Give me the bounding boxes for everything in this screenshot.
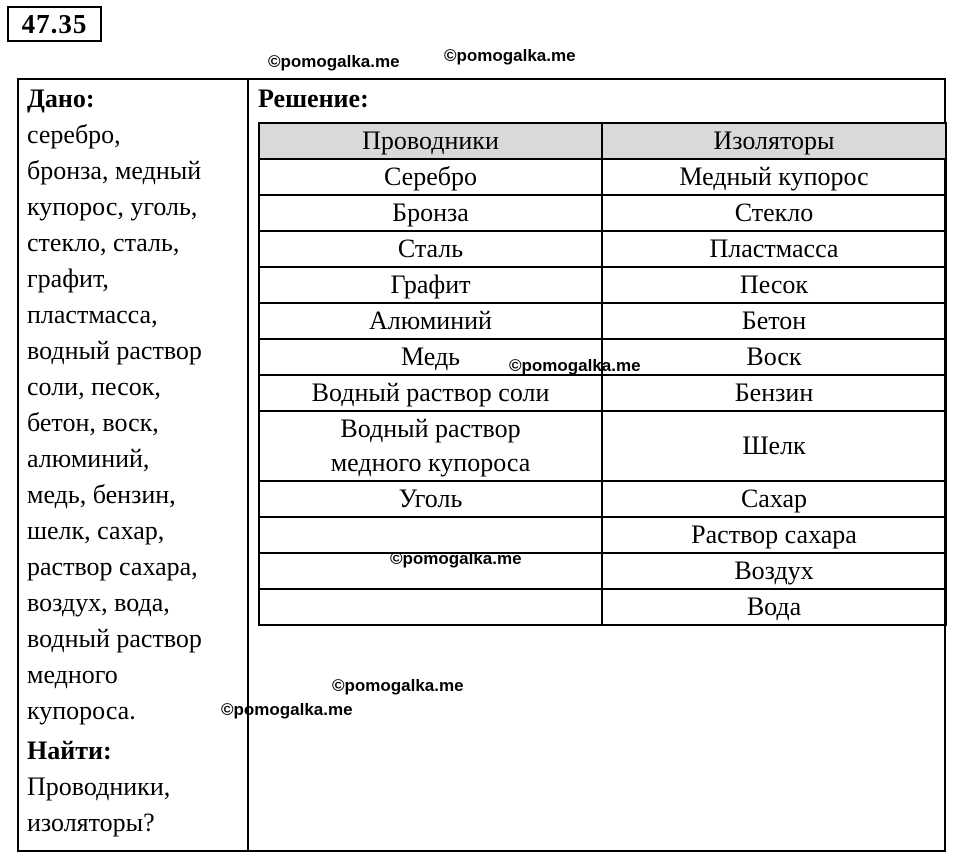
watermark: ©pomogalka.me	[221, 700, 353, 719]
table-row	[259, 375, 946, 411]
insulator-cell: Вода	[602, 589, 946, 625]
given-line: алюминий,	[27, 444, 150, 473]
given-line: медь, бензин,	[27, 480, 176, 509]
conductor-cell: Алюминий	[259, 303, 602, 339]
conductor-cell	[259, 589, 602, 625]
conductor-cell: Медь	[259, 339, 602, 375]
table-header-row	[259, 123, 946, 159]
header-conductors: Проводники	[259, 123, 602, 159]
insulator-cell: Стекло	[602, 195, 946, 231]
watermark: ©pomogalka.me	[268, 52, 400, 71]
table-row	[259, 159, 946, 195]
given-line: графит,	[27, 264, 109, 293]
cell-line: медного купороса	[330, 448, 531, 477]
given-line: раствор сахара,	[27, 552, 198, 581]
given-text	[27, 117, 245, 729]
table-row	[259, 589, 946, 625]
given-line: серебро,	[27, 120, 121, 149]
watermark: ©pomogalka.me	[509, 356, 641, 375]
table-row	[259, 411, 946, 481]
given-line: пластмасса,	[27, 300, 158, 329]
find-text	[27, 769, 245, 841]
column-divider	[247, 78, 249, 852]
table-row	[259, 267, 946, 303]
given-line: медного	[27, 660, 118, 689]
conductor-cell: Водный раствор соли	[259, 375, 602, 411]
conductor-cell	[259, 411, 602, 481]
given-header: Дано:	[27, 84, 95, 113]
insulator-cell: Раствор сахара	[602, 517, 946, 553]
cell-line: Водный раствор	[340, 414, 521, 443]
table-row	[259, 481, 946, 517]
conductor-cell: Графит	[259, 267, 602, 303]
insulator-cell: Бензин	[602, 375, 946, 411]
conductor-cell	[259, 517, 602, 553]
find-line: изоляторы?	[27, 808, 155, 837]
table-row	[259, 553, 946, 589]
given-line: водный раствор	[27, 336, 202, 365]
conductor-cell: Серебро	[259, 159, 602, 195]
conductor-cell: Сталь	[259, 231, 602, 267]
table-row	[259, 303, 946, 339]
given-line: купорос, уголь,	[27, 192, 198, 221]
given-line: воздух, вода,	[27, 588, 170, 617]
task-number-box	[7, 6, 102, 42]
table-row	[259, 517, 946, 553]
conductor-cell: Уголь	[259, 481, 602, 517]
task-number: 47.35	[21, 8, 88, 39]
table-row	[259, 195, 946, 231]
conductor-cell: Бронза	[259, 195, 602, 231]
given-line: шелк, сахар,	[27, 516, 165, 545]
given-line: стекло, сталь,	[27, 228, 180, 257]
find-line: Проводники,	[27, 772, 171, 801]
watermark: ©pomogalka.me	[332, 676, 464, 695]
insulator-cell: Бетон	[602, 303, 946, 339]
given-line: соли, песок,	[27, 372, 161, 401]
insulator-cell: Воск	[602, 339, 946, 375]
insulator-cell: Воздух	[602, 553, 946, 589]
given-line: купороса.	[27, 696, 136, 725]
insulator-cell: Сахар	[602, 481, 946, 517]
watermark: ©pomogalka.me	[390, 549, 522, 568]
given-column	[27, 81, 245, 841]
header-insulators: Изоляторы	[602, 123, 946, 159]
watermark: ©pomogalka.me	[444, 46, 576, 65]
given-line: водный раствор	[27, 624, 202, 653]
table-row	[259, 231, 946, 267]
insulator-cell: Медный купорос	[602, 159, 946, 195]
solution-title: Решение:	[258, 84, 369, 113]
insulator-cell: Шелк	[602, 411, 946, 481]
insulator-cell: Пластмасса	[602, 231, 946, 267]
given-line: бетон, воск,	[27, 408, 159, 437]
insulator-cell: Песок	[602, 267, 946, 303]
find-header: Найти:	[27, 736, 112, 765]
given-line: бронза, медный	[27, 156, 202, 185]
